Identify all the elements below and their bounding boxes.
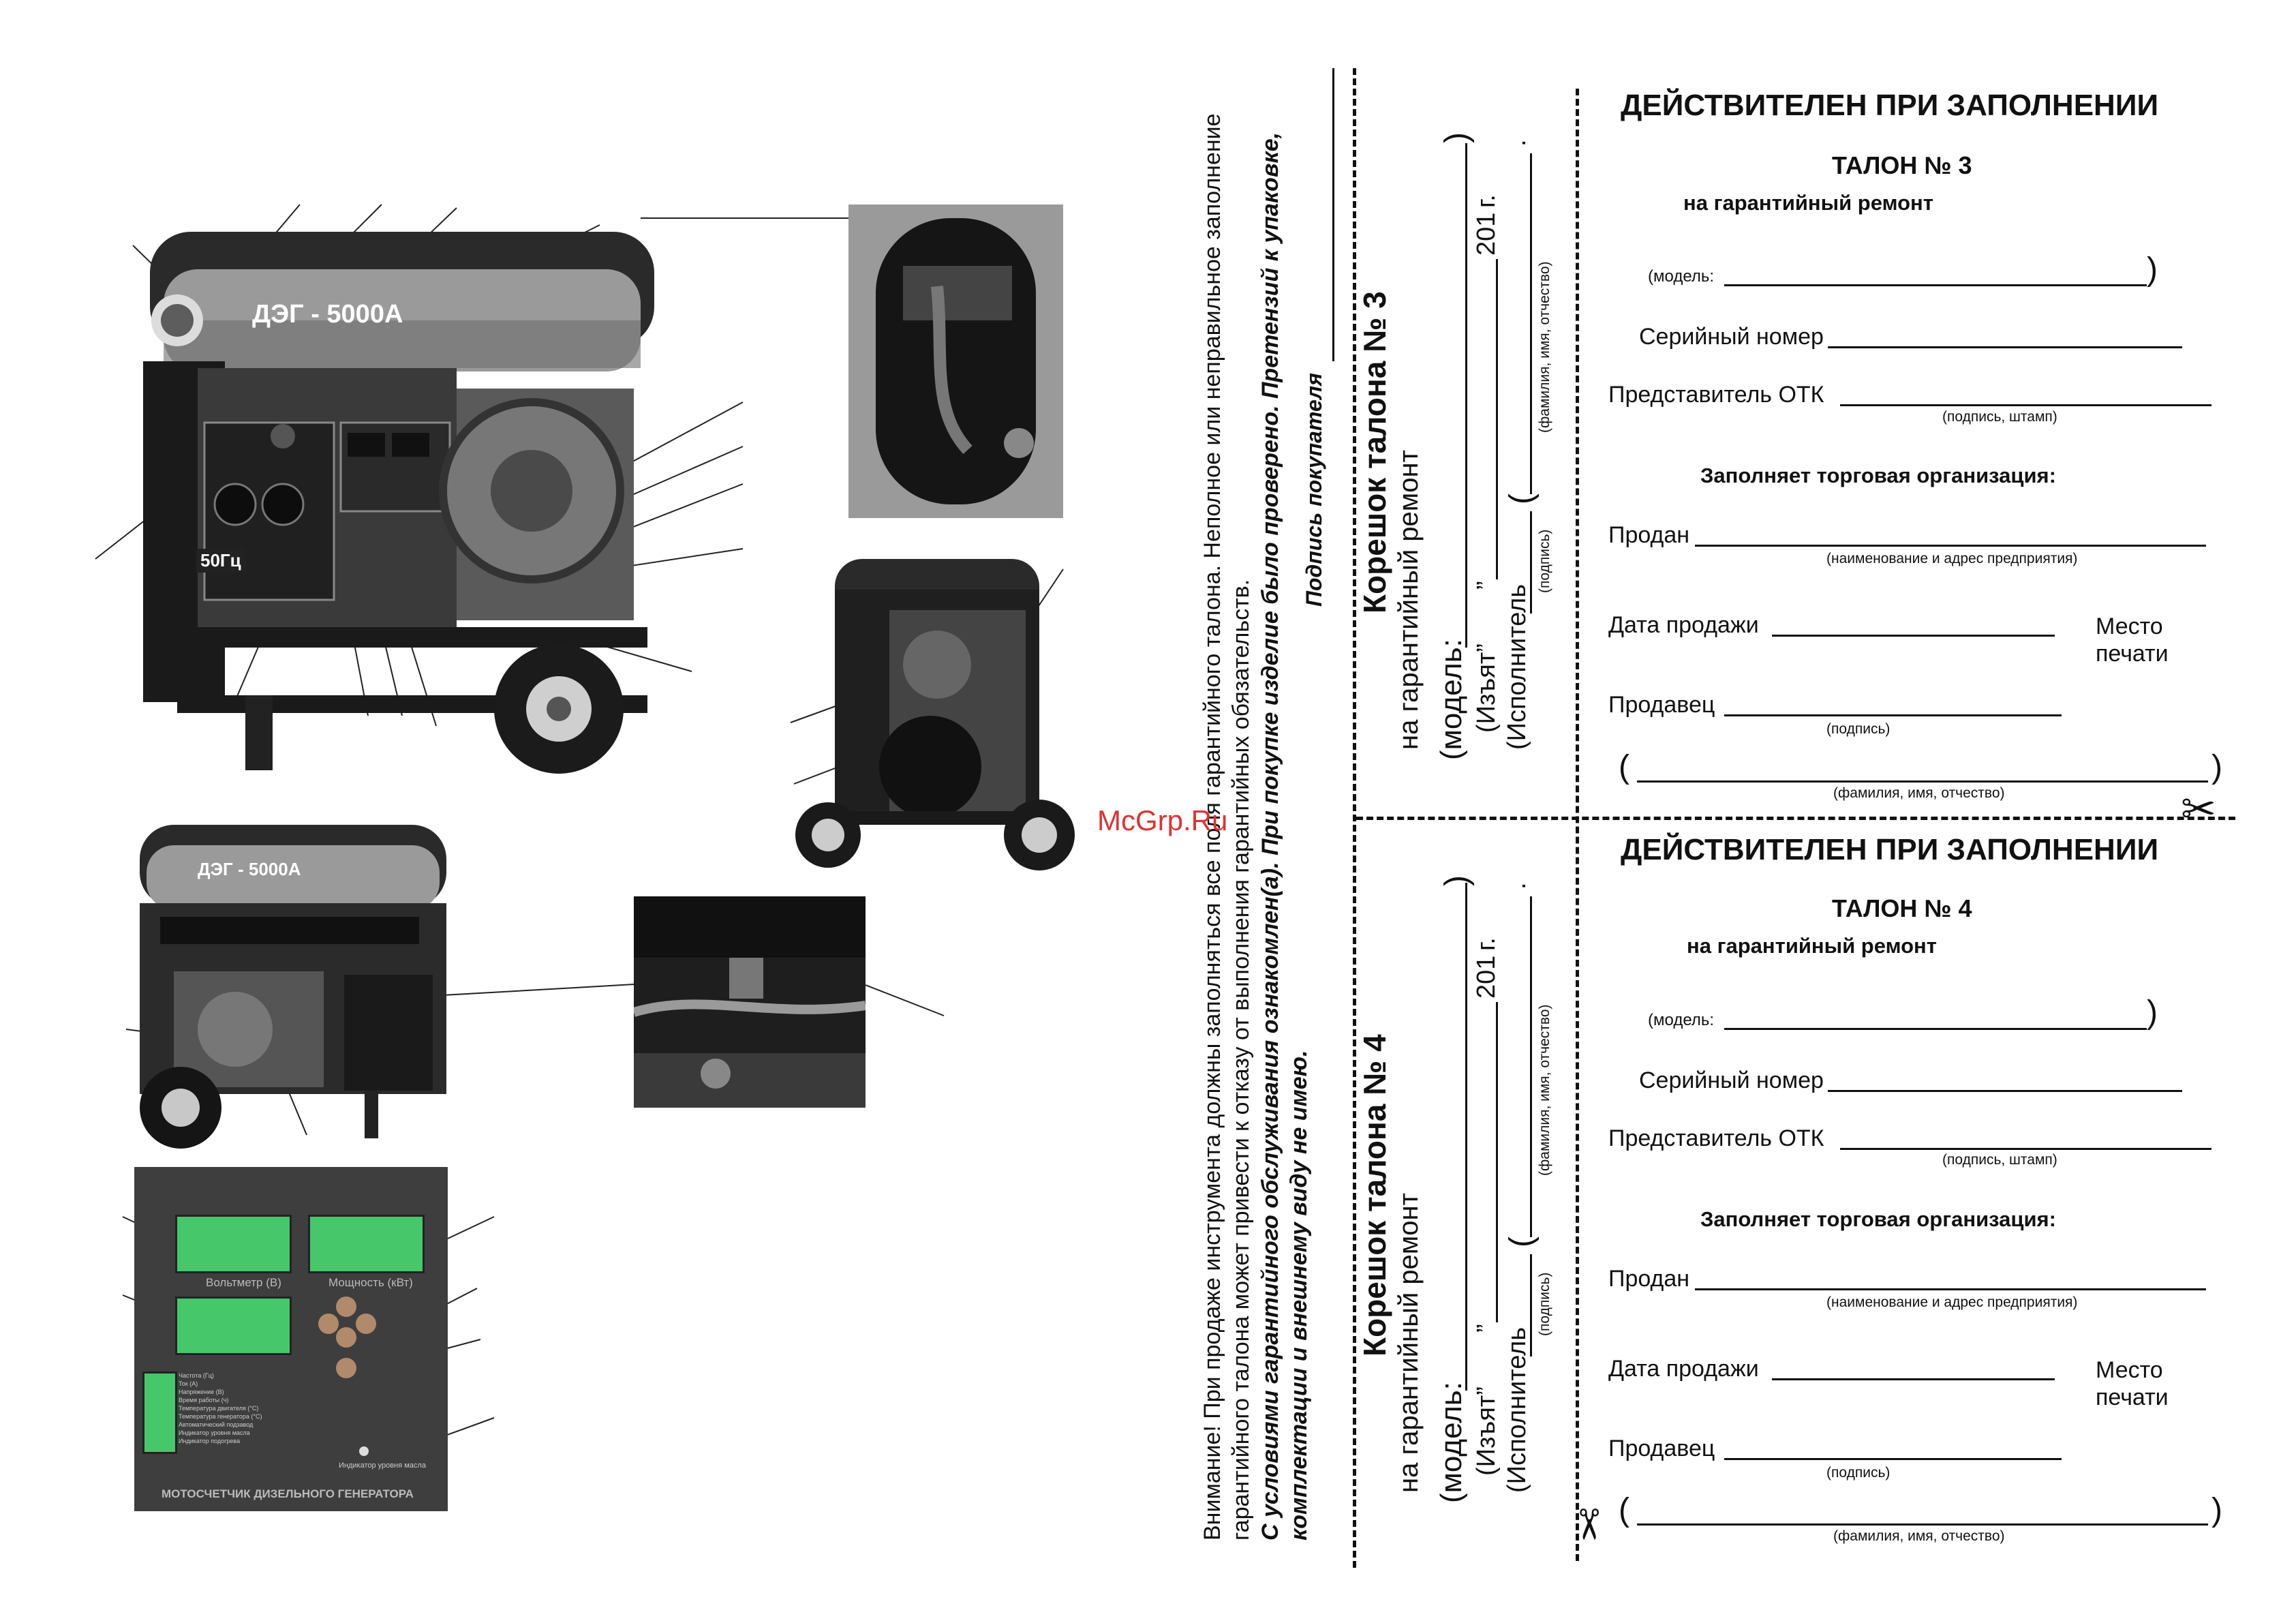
legend-item: Индикатор уровня масла	[179, 1429, 250, 1436]
otk-label: Представитель ОТК	[1608, 1125, 1824, 1151]
sold-line	[1695, 1268, 2206, 1290]
watermark: McGrp.Ru	[1097, 804, 1228, 836]
sale-date-line	[1772, 614, 2055, 637]
stub-title: Корешок талона № 4	[1357, 1034, 1392, 1356]
stub-sign-hint: (подпись)	[1537, 1272, 1552, 1336]
detail-photo-fuel-line	[848, 204, 1063, 518]
name-close-paren: )	[2211, 749, 2222, 785]
stub-name-hint: (фамилия, имя, отчество)	[1537, 261, 1552, 433]
stub-open-paren: (	[1503, 494, 1540, 504]
panel-footer: МОТОСЧЕТЧИК ДИЗЕЛЬНОГО ГЕНЕРАТОРА	[162, 1487, 414, 1500]
generator-front-drawing	[136, 218, 750, 784]
detail-photo-connector-drawing	[634, 896, 866, 1108]
name-hint: (фамилия, имя, отчество)	[1833, 785, 2005, 801]
model-close-paren: )	[2147, 252, 2158, 288]
sold-label: Продан	[1608, 1266, 1690, 1292]
seller-line	[1724, 1438, 2062, 1460]
coupon-header: ДЕЙСТВИТЕЛЕН ПРИ ЗАПОЛНЕНИИ	[1621, 89, 2159, 122]
stub-taken-label: (Изъят”	[1472, 643, 1501, 733]
legend-item: Время работы (ч)	[179, 1397, 229, 1404]
stub-model-label: (модель:	[1435, 1382, 1468, 1503]
stub-taken-label: (Изъят”	[1472, 1386, 1501, 1476]
oil-indicator-lamp	[359, 1446, 369, 1456]
seller-line	[1724, 694, 2062, 716]
legend-item: Частота (Гц)	[179, 1372, 214, 1379]
serial-label: Серийный номер	[1639, 1067, 1824, 1093]
generator-side-drawing	[794, 549, 1080, 890]
stub-close-paren: )	[1439, 875, 1475, 886]
stub-executor-label: (Исполнитель	[1503, 583, 1531, 750]
legend-item: Автоматический подзавод	[179, 1421, 254, 1428]
seller-hint: (подпись)	[1826, 721, 1891, 737]
legend-item: Напряжение (В)	[179, 1389, 224, 1395]
model-line	[1724, 269, 2147, 286]
button-down[interactable]	[336, 1358, 356, 1378]
stub-year: 201	[1472, 212, 1501, 256]
name-hint: (фамилия, имя, отчество)	[1833, 1528, 2005, 1544]
voltmeter-display	[175, 1215, 292, 1273]
generator-front-freq-label: 50Гц	[196, 549, 245, 573]
coupon-title: ТАЛОН № 4	[1832, 894, 1972, 922]
sale-date-label: Дата продажи	[1608, 1356, 1759, 1382]
buyer-signature-label: Подпись покупателя	[1302, 373, 1326, 607]
legend-item: Температура генератора (°С)	[179, 1413, 262, 1420]
button-right[interactable]	[356, 1314, 376, 1334]
stub-quote: ”	[1472, 1324, 1501, 1333]
stub-sign-line	[1530, 1254, 1532, 1356]
cut-line-right	[1576, 89, 1579, 1561]
stub-quote: ”	[1472, 581, 1501, 590]
sold-hint: (наименование и адрес предприятия)	[1826, 1294, 2078, 1310]
seller-label: Продавец	[1608, 692, 1715, 718]
stub-name-line	[1530, 153, 1532, 494]
oil-indicator-label: Индикатор уровня масла	[339, 1461, 426, 1470]
stamp-place-label-2: печати	[2096, 1384, 2169, 1410]
stub-year: 201	[1472, 955, 1501, 999]
notice-line-2: гарантийного талона может привести к отказу от выполнения гарантийных обязательств.	[1228, 579, 1254, 1541]
model-label: (модель:	[1648, 1011, 1715, 1029]
stub-executor-label: (Исполнитель	[1503, 1326, 1531, 1493]
seller-label: Продавец	[1608, 1436, 1715, 1461]
stub-end-dot: .	[1503, 882, 1531, 890]
coupon-subtitle: на гарантийный ремонт	[1687, 934, 1937, 958]
status-display	[142, 1371, 177, 1454]
seller-hint: (подпись)	[1826, 1465, 1891, 1481]
voltmeter-label: Вольтметр (В)	[206, 1276, 281, 1289]
name-open-paren: (	[1619, 749, 1629, 785]
detail-photo-connector	[634, 896, 866, 1108]
stub-date-line	[1496, 1002, 1498, 1322]
stub-sign-line	[1530, 511, 1532, 613]
meter-panel	[134, 1167, 448, 1511]
legend-item: Температура двигателя (°С)	[179, 1405, 259, 1412]
stub-title: Корешок талона № 3	[1357, 291, 1392, 613]
button-left[interactable]	[318, 1314, 339, 1334]
stub-year-suffix: г.	[1472, 194, 1501, 208]
stub-sign-hint: (подпись)	[1537, 529, 1552, 593]
generator-rear-image	[133, 815, 453, 1155]
counter-display	[175, 1296, 292, 1355]
button-up[interactable]	[336, 1296, 356, 1317]
panel-legend	[179, 1371, 262, 1445]
notice-line-3: С условиями гарантийного обслуживания ознакомлен(а). При покупке изделие было проверено. Претензий к упаковке,	[1257, 132, 1283, 1541]
cut-line-middle	[1356, 817, 2235, 820]
otk-label: Представитель ОТК	[1608, 382, 1824, 408]
sold-line	[1695, 524, 2206, 547]
stub-open-paren: (	[1503, 1237, 1540, 1247]
trade-org-heading: Заполняет торговая организация:	[1700, 464, 2056, 487]
stub-model-line	[1465, 143, 1467, 648]
coupon-title: ТАЛОН № 3	[1832, 151, 1972, 179]
stub-close-paren: )	[1439, 132, 1475, 143]
stamp-place-label-2: печати	[2096, 641, 2169, 667]
name-line	[1637, 757, 2208, 783]
stub-model-label: (модель:	[1435, 639, 1468, 760]
stamp-place-label-1: Место	[2096, 1357, 2163, 1383]
name-open-paren: (	[1619, 1492, 1629, 1528]
stub-name-hint: (фамилия, имя, отчество)	[1537, 1004, 1552, 1176]
otk-hint: (подпись, штамп)	[1942, 1152, 2057, 1168]
model-label: (модель:	[1648, 267, 1715, 286]
generator-front-image	[136, 218, 750, 784]
legend-item: Индикатор подогрева	[179, 1438, 241, 1444]
generator-side-image	[794, 549, 1080, 890]
legend-item: Ток (А)	[179, 1380, 198, 1387]
power-display	[308, 1215, 425, 1273]
stub-name-line	[1530, 896, 1532, 1237]
stub-subtitle: на гарантийный ремонт	[1394, 1193, 1424, 1493]
button-ok[interactable]	[336, 1327, 356, 1348]
stub-end-dot: .	[1503, 139, 1531, 147]
otk-line	[1840, 1127, 2211, 1150]
notice-line-4: комплектации и внешнему виду не имею.	[1286, 1050, 1312, 1541]
serial-label: Серийный номер	[1639, 324, 1824, 350]
sale-date-line	[1772, 1358, 2055, 1380]
sale-date-label: Дата продажи	[1608, 612, 1759, 638]
buyer-signature-line	[1332, 68, 1334, 361]
model-close-paren: )	[2147, 995, 2158, 1031]
sold-label: Продан	[1608, 522, 1690, 548]
name-line	[1637, 1500, 2208, 1526]
otk-line	[1840, 384, 2211, 406]
coupon-subtitle: на гарантийный ремонт	[1683, 191, 1933, 215]
serial-line	[1828, 326, 2182, 348]
otk-hint: (подпись, штамп)	[1942, 409, 2057, 425]
stub-subtitle: на гарантийный ремонт	[1394, 450, 1424, 750]
scissors-icon: ✂	[1564, 1506, 1612, 1543]
trade-org-heading: Заполняет торговая организация:	[1700, 1207, 2056, 1231]
sold-hint: (наименование и адрес предприятия)	[1826, 551, 2078, 566]
model-line	[1724, 1013, 2147, 1030]
scissors-icon: ✂	[2181, 786, 2216, 833]
stub-date-line	[1496, 259, 1498, 579]
stub-model-line	[1465, 883, 1467, 1391]
generator-front-model-label: ДЭГ - 5000А	[252, 300, 403, 329]
power-label: Мощность (кВт)	[328, 1276, 413, 1289]
generator-rear-model-label: ДЭГ - 5000А	[198, 859, 301, 879]
name-close-paren: )	[2211, 1492, 2222, 1528]
stub-year-suffix: г.	[1472, 937, 1501, 951]
notice-line-1: Внимание! При продаже инструмента должны заполняться все поля гарантийного талона. Неполное или неправильное заполнение	[1199, 113, 1225, 1541]
serial-line	[1828, 1070, 2182, 1092]
coupon-header: ДЕЙСТВИТЕЛЕН ПРИ ЗАПОЛНЕНИИ	[1621, 833, 2159, 866]
stamp-place-label-1: Место	[2096, 613, 2163, 639]
detail-photo-fuel-line-drawing	[848, 204, 1063, 518]
